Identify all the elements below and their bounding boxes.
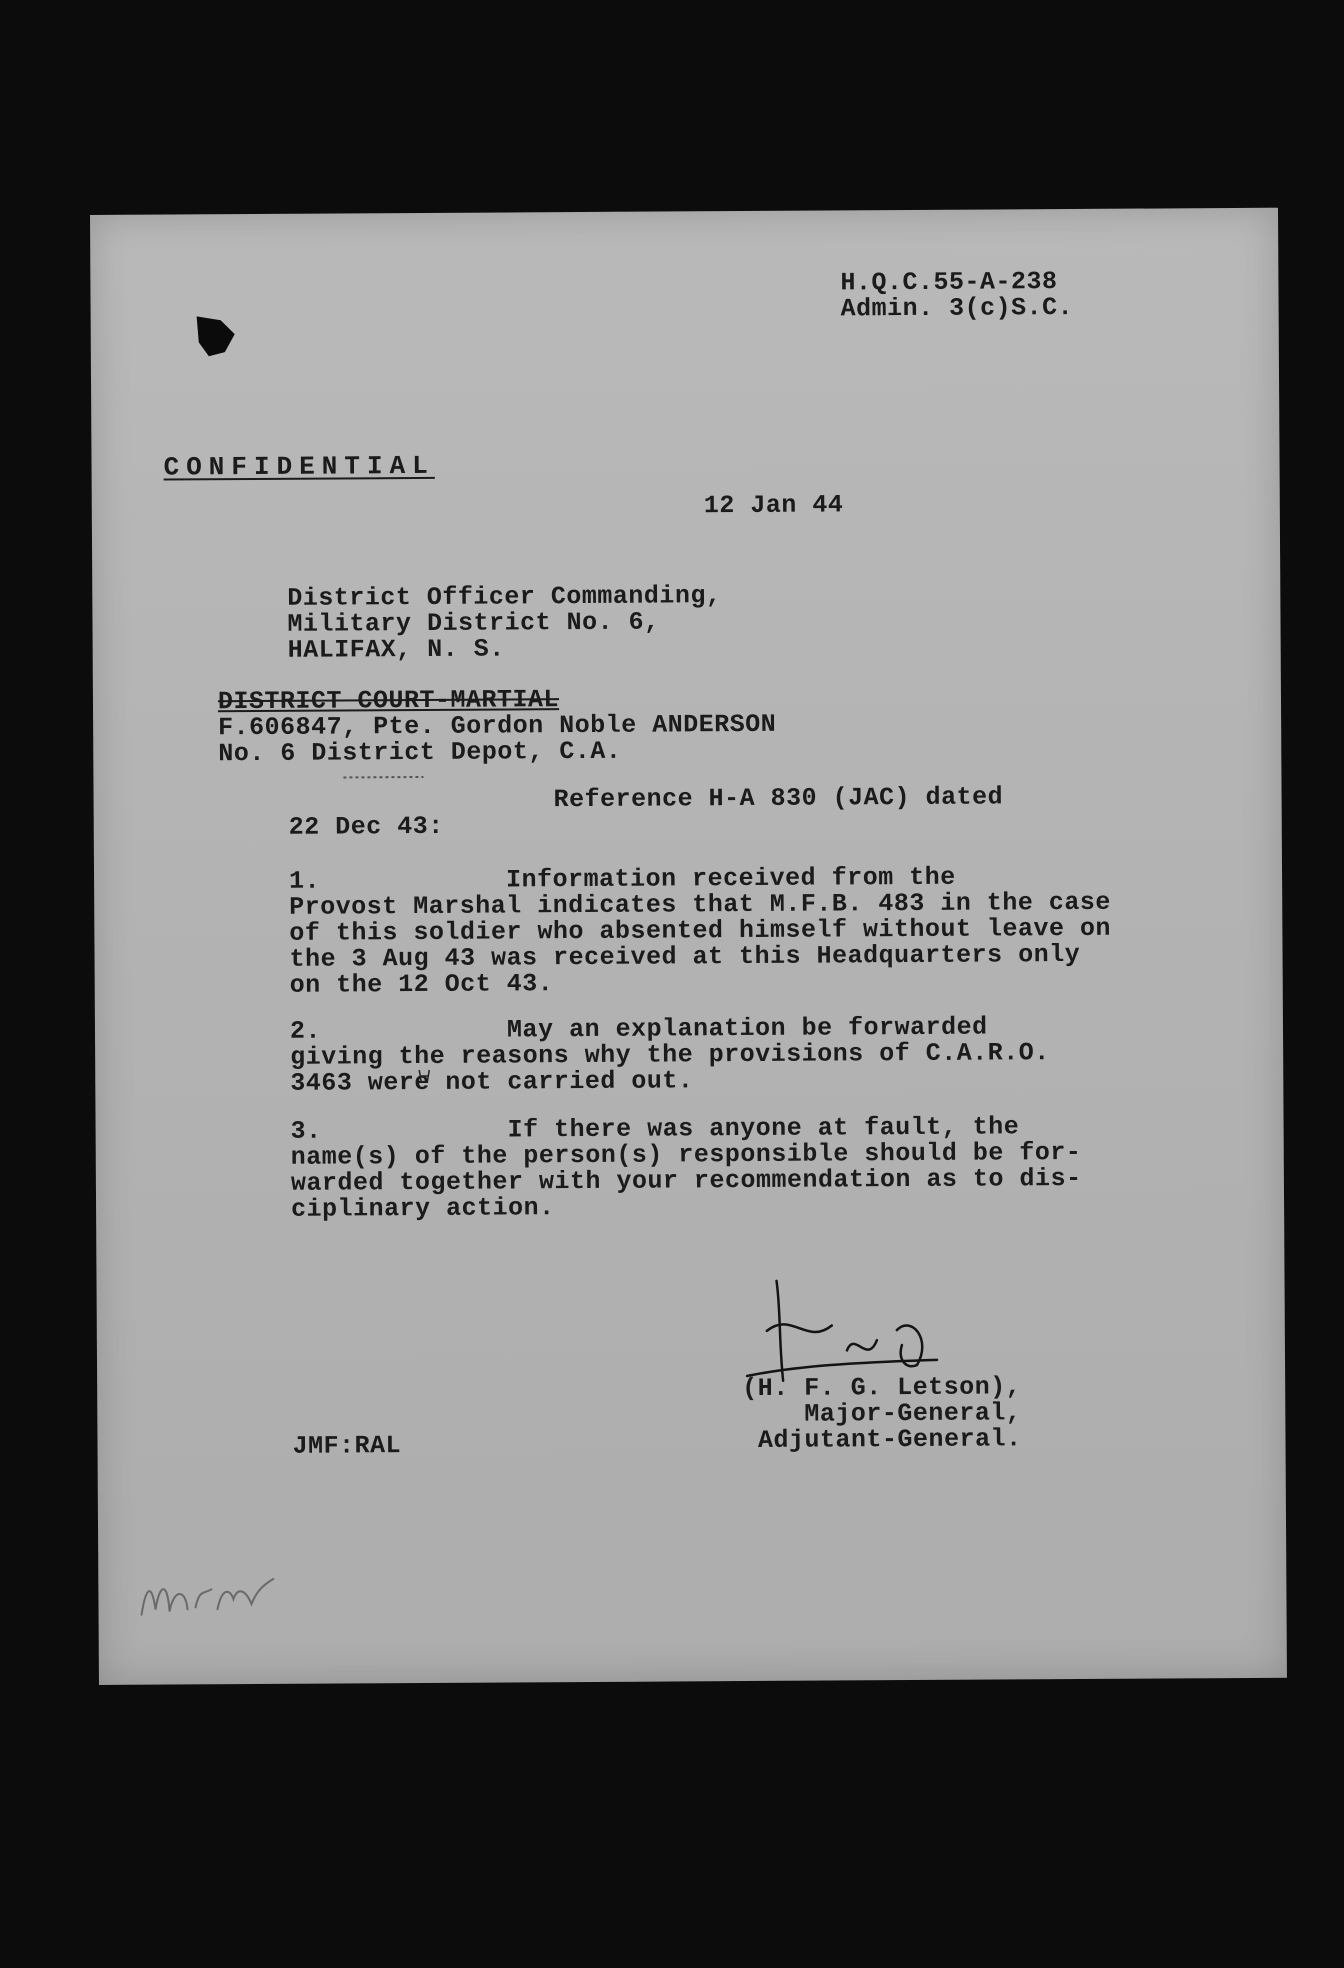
- signatory-title: Adjutant-General.: [757, 1424, 1022, 1455]
- reference-line: Reference H-A 830 (JAC) dated: [553, 782, 1004, 815]
- reference-date: 22 Dec 43:: [288, 811, 444, 842]
- paragraph-line: 2. May an explanation be forwarded: [289, 1012, 988, 1046]
- paragraph-line: on the 12 Oct 43.: [289, 969, 554, 1000]
- paragraph-2: [290, 1014, 1050, 1097]
- paragraph-line: the 3 Aug 43 was received at this Headquarters only: [289, 939, 1081, 974]
- paragraph-line: name(s) of the person(s) responsible should be for-: [290, 1137, 1082, 1172]
- paragraph-line: ciplinary action.: [290, 1193, 555, 1224]
- handwritten-correction-mark: [415, 1068, 435, 1088]
- addressee-line1: District Officer Commanding,: [287, 581, 722, 613]
- paragraph-line: giving the reasons why the provisions of C.A.R.O.: [290, 1038, 1050, 1072]
- addressee-line2: Military District No. 6,: [287, 607, 660, 639]
- subject-title: DISTRICT COURT-MARTIAL: [217, 685, 560, 717]
- paragraph-line: 1. Information received from the: [288, 862, 956, 896]
- typist-initials: JMF:RAL: [292, 1431, 402, 1461]
- subject-name: F.606847, Pte. Gordon Noble ANDERSON: [218, 709, 777, 743]
- paragraph-line: 3. If there was anyone at fault, the: [290, 1112, 1020, 1146]
- letter-page: [90, 208, 1287, 1685]
- classification-heading: CONFIDENTIAL: [163, 450, 435, 483]
- paragraph-1: [289, 864, 1111, 999]
- paragraph-line: of this soldier who absented himself without leave on: [289, 913, 1112, 948]
- paragraph-line: warded together with your recommendation as to dis-: [290, 1163, 1082, 1198]
- ink-blot-mark: [191, 312, 239, 360]
- addressee-line3: HALIFAX, N. S.: [287, 634, 505, 665]
- file-ref-line1: H.Q.C.55-A-238: [840, 267, 1058, 298]
- letter-date: 12 Jan 44: [703, 490, 844, 521]
- paragraph-line: 3463 were not carried out.: [290, 1066, 694, 1098]
- file-reference: [840, 269, 1073, 322]
- addressee-block: [287, 583, 722, 664]
- paragraph-3: [291, 1114, 1082, 1223]
- signatory-rank: Major-General,: [804, 1398, 1022, 1429]
- subject-unit: No. 6 District Depot, C.A.: [218, 736, 622, 769]
- paragraph-line: Provost Marshal indicates that M.F.B. 483 in the case: [289, 887, 1111, 922]
- dotted-underline-mark: [343, 773, 423, 781]
- pencil-note-text: MRW: [133, 1546, 173, 1564]
- signature-block: [742, 1374, 1022, 1454]
- file-ref-line2: Admin. 3(c)S.C.: [840, 292, 1074, 324]
- pencil-annotation: [133, 1546, 283, 1630]
- signatory-name: (H. F. G. Letson),: [742, 1372, 1022, 1404]
